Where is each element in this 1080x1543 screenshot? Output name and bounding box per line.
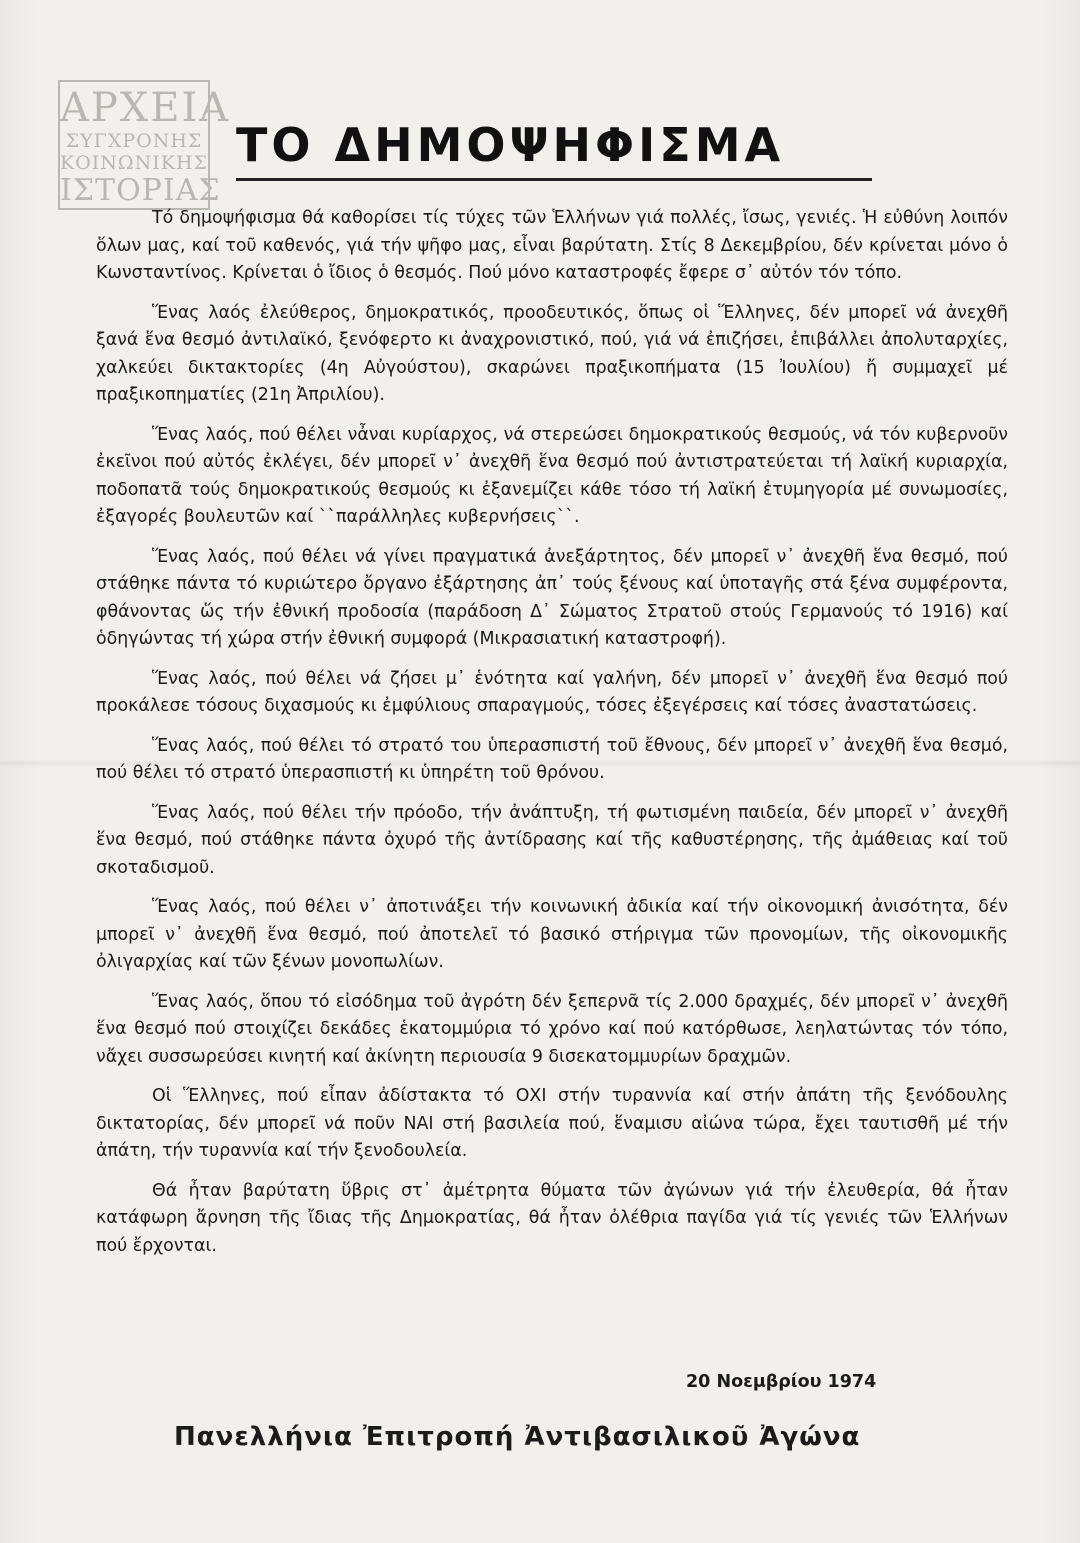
stamp-line-3: ΚΟΙΝΩΝΙΚΗΣ bbox=[60, 152, 208, 174]
signature-organization: Πανελλήνια Ἐπιτροπή Ἀντιβασιλικοῦ Ἀγώνα bbox=[174, 1422, 861, 1452]
stamp-line-1: ΑΡΧΕΙΑ bbox=[60, 85, 231, 131]
page-title: ΤΟ ΔΗΜΟΨΗΦΙΣΜΑ bbox=[236, 118, 785, 172]
paragraph: Ἕνας λαός, πού θέλει τό στρατό του ὑπερασπιστή τοῦ ἔθνους, δέν μπορεῖ ν᾽ ἀνεχθῆ ἕνα θεσμό, πού θέλει τό στρατό ὑπερασπιστή κι ὑπηρέτη τοῦ θρόνου. bbox=[96, 735, 1008, 783]
paragraph: Τό δημοψήφισμα θά καθορίσει τίς τύχες τῶν Ἑλλήνων γιά πολλές, ἴσως, γενιές. Ἡ εὐθύνη λοιπόν ὅλων μας, καί τοῦ καθενός, γιά τήν ψῆφο μας, εἶναι βαρύτατη. Στίς 8 Δεκεμβρίου, δέν κρίνεται μόνο ὁ Κωνσταντίνος. Κρίνεται ὁ ἴδιος ὁ θεσμός. Πού μόνο καταστροφές ἔφερε σ᾽ αὐτόν τόν τόπο. bbox=[96, 208, 1008, 283]
stamp-line-4: ΙΣΤΟΡΙΑΣ bbox=[60, 173, 221, 208]
paragraph: Ἕνας λαός, πού θέλει νά ζήσει μ᾽ ἑνότητα καί γαλήνη, δέν μπορεῖ ν᾽ ἀνεχθῆ ἕνα θεσμό πού προκάλεσε τόσους διχασμούς κι ἐμφύλιους σπαραγμούς, τόσες ἐξεγέρσεις καί τόσες ἀναστατώσεις. bbox=[96, 668, 1008, 716]
paragraph: Θά ἦταν βαρύτατη ὕβρις στ᾽ ἀμέτρητα θύματα τῶν ἀγώνων γιά τήν ἐλευθερία, θά ἦταν κατάφωρη ἄρνηση τῆς ἴδιας τῆς Δημοκρατίας, θά ἦταν ὀλέθρια παγίδα γιά τίς γενιές τῶν Ἑλλήνων πού ἔρχονται. bbox=[96, 1180, 1008, 1256]
document-date: 20 Νοεμβρίου 1974 bbox=[686, 1372, 877, 1392]
paragraph: Ἕνας λαός, ὅπου τό εἰσόδημα τοῦ ἀγρότη δέν ξεπερνᾶ τίς 2.000 δραχμές, δέν μπορεῖ ν᾽ ἀνεχθῆ ἕνα θεσμό πού στοιχίζει δεκάδες ἑκατομμύρια τό χρόνο καί πού κατόρθωσε, λεηλατώντας τόν τόπο, νἄχει συσσωρεύσει κινητή καί ἀκίνητη περιουσία 9 δισεκατομμυρίων δραχμῶν. bbox=[96, 991, 1008, 1067]
paragraph: Ἕνας λαός, πού θέλει ν᾽ ἀποτινάξει τήν κοινωνική ἀδικία καί τήν οἰκονομική ἀνισότητα, δέν μπορεῖ ν᾽ ἀνεχθῆ ἕνα θεσμό, πού ἀποτελεῖ τό βασικό στήριγμα τῶν προνομίων, τῆς οἰκονομικῆς ὀλιγαρχίας καί τῶν ξένων μονοπωλίων. bbox=[96, 897, 1008, 972]
paragraph: Ἕνας λαός, πού θέλει νά γίνει πραγματικά ἀνεξάρτητος, δέν μπορεῖ ν᾽ ἀνεχθῆ ἕνα θεσμό, πού στάθηκε πάντα τό κυριώτερο ὄργανο ἐξάρτησης ἀπ᾽ τούς ξένους καί ὑποταγῆς στά ξένα συμφέροντα, φθάνοντας ὥς τήν ἐθνική προδοσία (παράδοση Δ᾽ Σώματος Στρατοῦ στούς Γερμανούς τό 1916) καί ὁδηγώντας τή χώρα στήν ἐθνική συμφορά (Μικρασιατική καταστροφή). bbox=[96, 546, 1008, 649]
body-text bbox=[96, 205, 1008, 1272]
archive-stamp bbox=[58, 80, 231, 210]
paragraph: Ἕνας λαός ἐλεύθερος, δημοκρατικός, προοδευτικός, ὅπως οἱ Ἕλληνες, δέν μπορεῖ νά ἀνεχθῆ ξανά ἕνα θεσμό ἀντιλαϊκό, ξενόφερτο κι ἀναχρονιστικό, πού, γιά νά ἐπιζήσει, ἐπιβάλλει ἀπολυταρχίες, χαλκεύει δικτακτορίες (4η Αὐγούστου), σκαρώνει πραξικοπήματα (15 Ἰουλίου) ἤ συμμαχεῖ μέ πραξικοπηματίες (21η Ἀπριλίου). bbox=[96, 302, 1008, 405]
paragraph: Οἱ Ἕλληνες, πού εἶπαν ἀδίστακτα τό ΟΧΙ στήν τυραννία καί στήν ἀπάτη τῆς ξενόδουλης δικτατορίας, δέν μπορεῖ νά ποῦν ΝΑΙ στή βασιλεία πού, ἕναμισυ αἰώνα τώρα, ἔχει ταυτισθῆ μέ τήν ἀπάτη, τήν τυραννία καί τήν ξενοδουλεία. bbox=[96, 1086, 1008, 1161]
title-underline bbox=[236, 178, 872, 181]
paragraph: Ἕνας λαός, πού θέλει τήν πρόοδο, τήν ἀνάπτυξη, τή φωτισμένη παιδεία, δέν μπορεῖ ν᾽ ἀνεχθῆ ἕνα θεσμό, πού στάθηκε πάντα ὀχυρό τῆς ἀντίδρασης καί τῆς καθυστέρησης, τῆς ἀμάθειας καί τοῦ σκοταδισμοῦ. bbox=[96, 802, 1008, 878]
stamp-line-2: ΣΥΓΧΡΟΝΗΣ bbox=[65, 130, 203, 152]
paragraph: Ἕνας λαός, πού θέλει νἆναι κυρίαρχος, νά στερεώσει δημοκρατικούς θεσμούς, νά τόν κυβερνοῦν ἐκεῖνοι πού αὐτός ἐκλέγει, δέν μπορεῖ ν᾽ ἀνεχθῆ ἕνα θεσμό πού ἀντιστρατεύεται τή λαϊκή κυριαρχία, ποδοπατᾶ τούς δημοκρατικούς θεσμούς κι ἐξανεμίζει κάθε τόσο τή λαϊκή ἐτυμηγορία μέ συνωμοσίες, ἐξαγορές βουλευτῶν καί ``παράλληλες κυβερνήσεις``. bbox=[96, 424, 1008, 527]
